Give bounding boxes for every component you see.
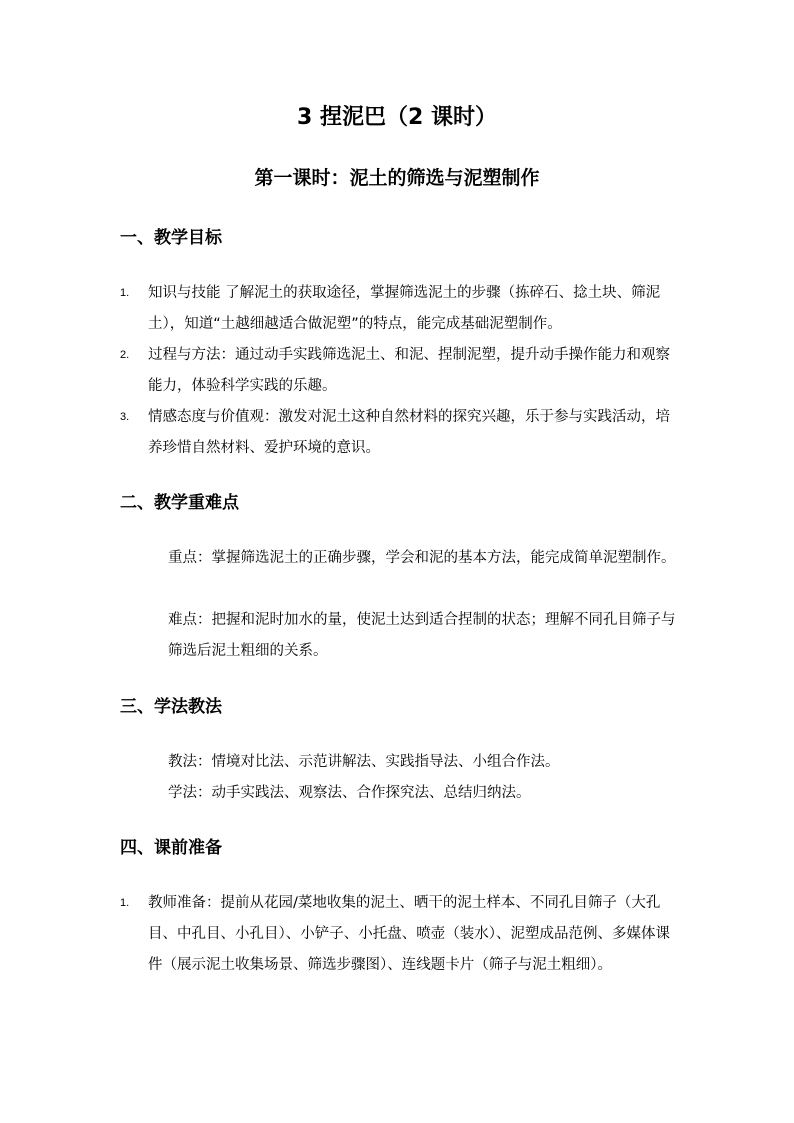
preparation-item-1 — [120, 888, 680, 981]
section-heading-preparation: 四、课前准备 — [120, 838, 222, 858]
difficulty-paragraph: 难点：把握和泥时加水的量，使泥土达到适合捏制的状态；理解不同孔目筛子与筛选后泥土粗细的关系。 — [168, 612, 676, 659]
list-number: 2. — [120, 349, 130, 361]
list-item-text: 过程与方法：通过动手实践筛选泥土、和泥、捏制泥塑，提升动手操作能力和观察能力，体验科学实践的乐趣。 — [148, 347, 670, 394]
objective-item-1 — [120, 278, 680, 340]
list-number: 1. — [120, 897, 130, 909]
list-item-text: 情感态度与价值观：激发对泥土这种自然材料的探究兴趣，乐于参与实践活动，培养珍惜自然材料、爱护环境的意识。 — [148, 409, 670, 456]
document-subtitle: 第一课时：泥土的筛选与泥塑制作 — [254, 167, 540, 189]
document-title: 3 捏泥巴（2 课时） — [297, 105, 497, 130]
list-item-text: 教师准备：提前从花园/菜地收集的泥土、晒干的泥土样本、不同孔目筛子（大孔目、中孔目、小孔目）、小铲子、小托盘、喷壶（装水）、泥塑成品范例、多媒体课件（展示泥土收集场景、筛选步骤图）、连线题卡片（筛子与泥土粗细）。 — [148, 895, 670, 973]
section-heading-teaching-objectives: 一、教学目标 — [120, 228, 222, 248]
teaching-method-paragraph: 教法：情境对比法、示范讲解法、实践指导法、小组合作法。 — [168, 754, 560, 770]
list-item-text: 知识与技能 了解泥土的获取途径，掌握筛选泥土的步骤（拣碎石、捻土块、筛泥土），知道“土越细越适合做泥塑”的特点，能完成基础泥塑制作。 — [148, 285, 661, 332]
learning-method-paragraph: 学法：动手实践法、观察法、合作探究法、总结归纳法。 — [168, 785, 531, 801]
list-number: 1. — [120, 287, 130, 299]
list-number: 3. — [120, 411, 130, 423]
objective-item-2 — [120, 340, 680, 402]
objective-item-3 — [120, 402, 680, 464]
section-heading-methods: 三、学法教法 — [120, 697, 222, 717]
key-point-paragraph: 重点：掌握筛选泥土的正确步骤，学会和泥的基本方法，能完成简单泥塑制作。 — [168, 550, 676, 566]
section-heading-key-difficulties: 二、教学重难点 — [120, 493, 239, 513]
